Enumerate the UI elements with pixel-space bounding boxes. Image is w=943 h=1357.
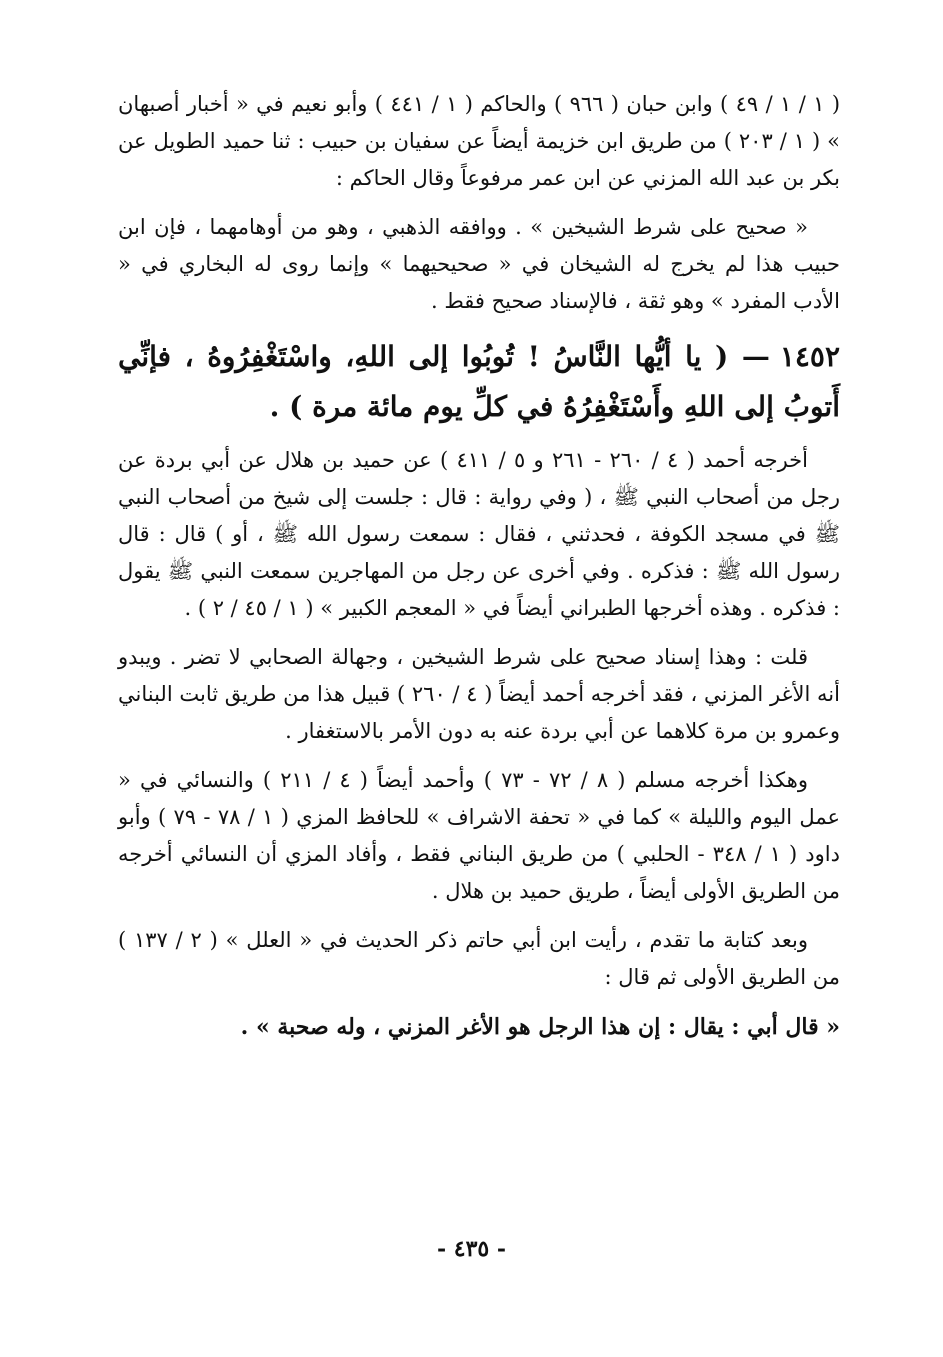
- page-number: - ٤٣٥ -: [436, 1236, 507, 1262]
- paragraph-hakim-comment: « صحيح على شرط الشيخين » . ووافقه الذهبي ، وهو من أوهامهما ، فإن ابن حبيب هذا لم يخرج له الشيخان في « صحيحيهما » وإنما روى له البخاري في « الأدب المفرد » وهو ثقة ، فالإسناد صحيح فقط .: [118, 215, 840, 313]
- paragraph-muslim: وهكذا أخرجه مسلم ( ٨ / ٧٢ - ٧٣ ) وأحمد أيضاً ( ٤ / ٢١١ ) والنسائي في « عمل اليوم والليلة » كما في « تحفة الاشراف » للحافظ المزي ( ١ / ٧٨ - ٧٩ ) وأبو داود ( ١ / ٣٤٨ - الحلبي ) من طريق البناني فقط ، وأفاد المزي أن النسائي أخرجه من الطريق الأولى أيضاً ، طريق حميد بن هلال .: [118, 768, 840, 903]
- hadith-heading: [118, 332, 840, 432]
- paragraph-ilal: وبعد كتابة ما تقدم ، رأيت ابن أبي حاتم ذكر الحديث في « العلل » ( ٢ / ١٣٧ ) من الطريق الأولى ثم قال :: [118, 928, 840, 989]
- hadith-number: ١٤٥٢: [779, 340, 840, 373]
- paragraph-sources: ( ١ / ١ / ٤٩ ) وابن حبان ( ٩٦٦ ) والحاكم ( ١ / ٤٤١ ) وأبو نعيم في « أخبار أصبهان » ( ١ / ٢٠٣ ) من طريق ابن خزيمة أيضاً عن سفيان بن حبيب : ثنا حميد الطويل عن بكر بن عبد الله المزني عن ابن عمر مرفوعاً وقال الحاكم :: [118, 92, 841, 190]
- paragraph-takhrij: أخرجه أحمد ( ٤ / ٢٦٠ - ٢٦١ و ٥ / ٤١١ ) عن حميد بن هلال عن أبي بردة عن رجل من أصحاب النبي ﷺ ، ( وفي رواية : قال : جلست إلى شيخ من أصحاب النبي ﷺ في مسجد الكوفة ، فحدثني ، فقال : سمعت رسول الله ﷺ ، أو ) قال : قال رسول الله ﷺ : فذكره . وفي أخرى عن رجل من المهاجرين سمعت النبي ﷺ يقول : فذكره . وهذه أخرجها الطبراني أيضاً في « المعجم الكبير » ( ١ / ٤٥ / ٢ ) .: [118, 448, 840, 620]
- quote-abi-hatim: « قال أبي : يقال : إن هذا الرجل هو الأغر المزني ، وله صحبة » .: [240, 1014, 840, 1040]
- page-body: [118, 86, 840, 1058]
- paragraph-comment: قلت : وهذا إسناد صحيح على شرط الشيخين ، وجهالة الصحابي لا تضر . ويبدو أنه الأغر المزني ، فقد أخرجه أحمد أيضاً ( ٤ / ٢٦٠ ) قبيل هذا من طريق ثابت البناني وعمرو بن مرة كلاهما عن أبي بردة عنه به دون الأمر بالاستغفار .: [118, 645, 840, 743]
- hadith-text: — ( يا أيُّها النَّاسُ ! تُوبُوا إلى اللهِ، واسْتَغْفِرُوهُ ، فإنِّي أَتوبُ إلى اللهِ وأَسْتَغْفِرُهُ في كلِّ يوم مائة مرة ) .: [118, 340, 840, 423]
